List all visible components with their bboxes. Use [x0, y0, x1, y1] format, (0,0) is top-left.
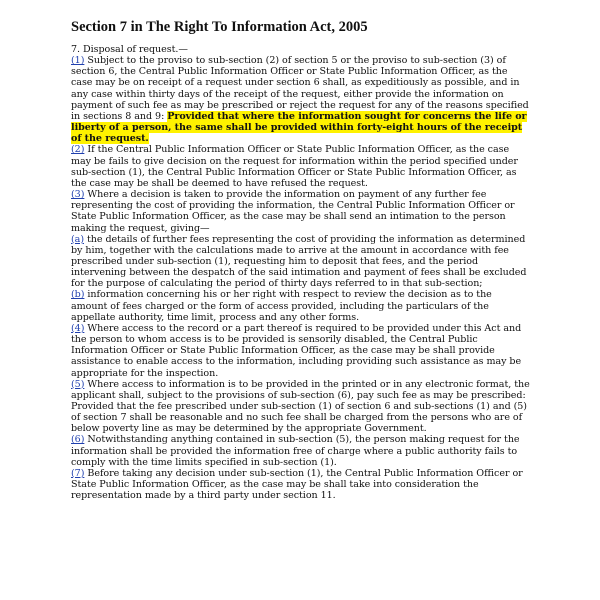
subsection-link[interactable]: (6) — [71, 434, 85, 446]
paragraph-text: Notwithstanding anything contained in sub-section (5), the person making request for the information shall be provided the information free of charge where a public authority fails to comply with the time limits specified in sub-section (1). — [71, 434, 520, 468]
page-title: Section 7 in The Right To Information Act, 2005 — [71, 19, 368, 35]
paragraph-text: Where access to the record or a part thereof is required to be provided under this Act and the person to whom access is to be provided is sensorily disabled, the Central Public Information Officer or State Public Information Officer, as the case may be shall provide assistance to enable access to the information, including providing such assistance as may be appropriate for the inspection. — [71, 322, 522, 379]
paragraph-text: Subject to the proviso to sub-section (2) of section 5 or the proviso to sub-section (3) of section 6, the Central Public Information Officer or State Public Information Officer, as the case may be on receipt of a request under section 6 shall, as expeditiously as possible, and in any case within thirty days of the receipt of the request, either provide the information on payment of such fee as may be prescribed or reject the request for any of the reasons specified in sections 8 and 9: — [71, 55, 529, 122]
paragraph-item — [71, 468, 531, 501]
highlighted-proviso: Provided that where the information sought for concerns the life or liberty of a person, the same shall be provided within forty-eight hours of the receipt of the request. — [71, 110, 527, 145]
paragraph-text: information concerning his or her right with respect to review the decision as to the amount of fees charged or the form of access provided, including the particulars of the appellate authority, time limit, process and any other forms. — [71, 289, 492, 323]
paragraph-list — [71, 55, 531, 501]
paragraph-item — [71, 189, 531, 234]
subsection-link[interactable]: (4) — [71, 322, 85, 334]
paragraph-text: If the Central Public Information Officer or State Public Information Officer, as the case may be fails to give decision on the request for information within the period specified under sub-section (1), the Central Public Information Officer or State Public Information Officer, as the case may be shall be deemed to have refused the request. — [71, 144, 518, 189]
subsection-link[interactable]: (7) — [71, 467, 85, 479]
document-page — [71, 18, 531, 501]
paragraph-item — [71, 434, 531, 467]
subsection-link[interactable]: (b) — [71, 289, 85, 301]
paragraph-text: Before taking any decision under sub-section (1), the Central Public Information Officer or State Public Information Officer, as the case may be shall take into consideration the representation made by a third party under section 11. — [71, 467, 523, 502]
paragraph-item — [71, 289, 531, 322]
subsection-link[interactable]: (1) — [71, 55, 85, 67]
subsection-link[interactable]: (2) — [71, 144, 85, 156]
paragraph-item — [71, 234, 531, 290]
section-heading: 7. Disposal of request.— — [71, 44, 188, 55]
subsection-link[interactable]: (5) — [71, 378, 85, 390]
document-body — [71, 44, 531, 501]
paragraph-text: the details of further fees representing the cost of providing the information as determined by him, together with the calculations made to arrive at the amount in accordance with fee prescribed under sub-section (1), requesting him to deposit that fees, and the period intervening between the despatch of the said intimation and payment of fees shall be excluded for the purpose of calculating the period of thirty days referred to in that sub-section; — [71, 233, 527, 290]
paragraph-item — [71, 144, 531, 189]
paragraph-text: Where access to information is to be provided in the printed or in any electronic format, the applicant shall, subject to the provisions of sub-section (6), pay such fee as may be prescribed: Provided that the fee prescribed under sub-section (1) of section 6 and sub-sections (1) and (5) of section 7 shall be reasonable and no such fee shall be charged from the persons who are of below poverty line as may be determined by the appropriate Government. — [71, 378, 530, 435]
paragraph-item — [71, 55, 531, 144]
paragraph-item — [71, 379, 531, 435]
subsection-link[interactable]: (a) — [71, 233, 84, 245]
paragraph-text: Where a decision is taken to provide the information on payment of any further fee representing the cost of providing the information, the Central Public Information Officer or State Public Information Officer, as the case may be shall send an intimation to the person making the request, giving— — [71, 189, 515, 234]
subsection-link[interactable]: (3) — [71, 189, 85, 201]
paragraph-item — [71, 323, 531, 379]
